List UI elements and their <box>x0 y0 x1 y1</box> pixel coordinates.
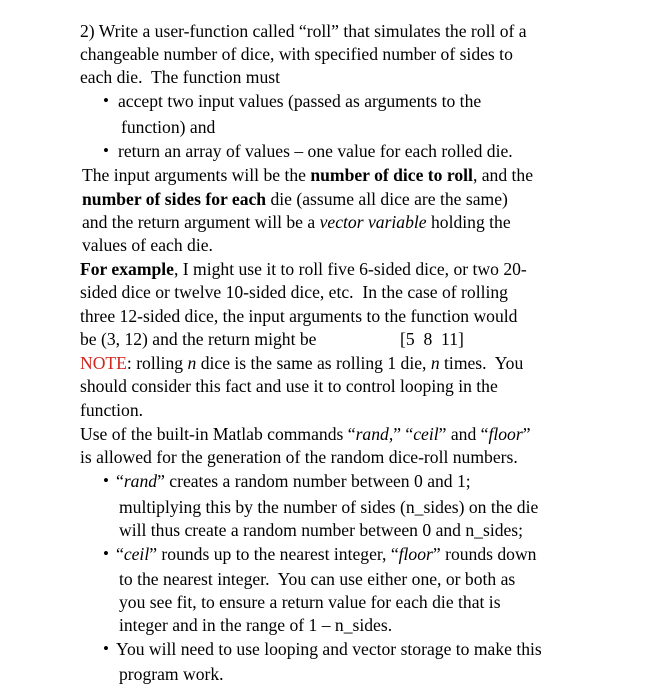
builtin-item-ceil: ceil <box>123 544 150 564</box>
input-para-text: The input arguments will be the <box>82 165 311 185</box>
note-italic-n: n <box>430 353 440 373</box>
builtin-item-text: “ <box>116 471 124 491</box>
note-line-2: should consider this fact and use it to control looping in the <box>80 376 498 396</box>
input-para-text: , and the <box>472 165 534 185</box>
example-para-line-3: three 12-sided dice, the input arguments to the function would <box>80 306 518 326</box>
note-text: times. You <box>439 353 524 373</box>
input-para-text: and the return argument will be a <box>82 212 320 232</box>
question-title-line-3: each die. The function must <box>80 67 280 87</box>
builtin-item-1-line-2: multiplying this by the number of sides (n_sides) on the die <box>119 497 539 517</box>
input-para-line-4: values of each die. <box>82 235 213 255</box>
builtin-item-3-line-1: You will need to use looping and vector storage to make this <box>116 639 542 659</box>
builtin-item-2-line-3: you see fit, to ensure a return value for each die that is <box>119 592 501 612</box>
requirement-1-line-1: accept two input values (passed as arguments to the <box>118 91 482 111</box>
question-title-line-2: changeable number of dice, with specified number of sides to <box>80 44 513 64</box>
builtins-ceil: ceil <box>413 424 439 444</box>
builtin-item-floor: floor <box>398 544 433 564</box>
builtins-line-2: is allowed for the generation of the random dice-roll numbers. <box>80 447 518 467</box>
input-para-line-1 <box>82 164 533 186</box>
builtins-text: Use of the built-in Matlab commands “ <box>80 424 356 444</box>
example-para-text: , I might use it to roll five 6-sided dice, or two 20- <box>173 259 527 279</box>
builtin-item-2-line-1 <box>116 543 536 565</box>
builtin-item-text: ” creates a random number between 0 and 1; <box>157 471 471 491</box>
input-para-bold: number of dice to roll <box>310 165 473 185</box>
input-para-line-3 <box>82 211 511 233</box>
builtin-item-text: ” rounds up to the nearest integer, “ <box>149 544 399 564</box>
note-text: : rolling <box>126 353 188 373</box>
bullet-icon: • <box>103 639 109 658</box>
builtin-item-text: ” rounds down <box>432 544 537 564</box>
builtin-item-2-line-2: to the nearest integer. You can use either one, or both as <box>119 569 516 589</box>
builtins-line-1 <box>80 423 531 445</box>
example-para-bold: For example <box>80 259 174 279</box>
builtin-item-text: “ <box>116 544 124 564</box>
input-para-line-2 <box>82 188 508 210</box>
bullet-icon: • <box>103 141 109 160</box>
builtin-item-3-line-2: program work. <box>119 664 224 684</box>
builtin-item-1-line-1 <box>116 470 471 492</box>
builtin-item-2-line-4: integer and in the range of 1 – n_sides. <box>119 615 393 635</box>
note-line-1 <box>80 352 523 374</box>
note-label: NOTE <box>80 353 127 373</box>
builtins-text: ” and “ <box>438 424 489 444</box>
bullet-icon: • <box>103 544 109 563</box>
input-para-text: die (assume all dice are the same) <box>266 189 508 209</box>
requirement-1-line-2: function) and <box>121 117 216 137</box>
input-para-bold: number of sides for each <box>82 189 267 209</box>
builtins-rand: rand, <box>355 424 394 444</box>
question-title-line-1: 2) Write a user-function called “roll” that simulates the roll of a <box>80 21 527 41</box>
builtins-text: ” “ <box>393 424 414 444</box>
example-para-line-1 <box>80 258 527 280</box>
note-text: dice is the same as rolling 1 die, <box>196 353 431 373</box>
input-para-italic: vector variable <box>319 212 427 232</box>
example-para-line-2: sided dice or twelve 10-sided dice, etc. In the case of rolling <box>80 282 508 302</box>
builtins-text: ” <box>522 424 531 444</box>
builtin-item-rand: rand <box>123 471 158 491</box>
example-para-line-4: be (3, 12) and the return might be <box>80 329 317 349</box>
builtins-floor: floor <box>488 424 523 444</box>
bullet-icon: • <box>103 91 109 110</box>
input-para-text: holding the <box>426 212 511 232</box>
builtin-item-1-line-3: will thus create a random number between 0 and n_sides; <box>119 520 524 540</box>
note-italic-n: n <box>187 353 197 373</box>
bullet-icon: • <box>103 471 109 490</box>
example-return-value: [5 8 11] <box>400 329 464 349</box>
note-line-3: function. <box>80 400 144 420</box>
requirement-2-line-1: return an array of values – one value for each rolled die. <box>118 141 513 161</box>
